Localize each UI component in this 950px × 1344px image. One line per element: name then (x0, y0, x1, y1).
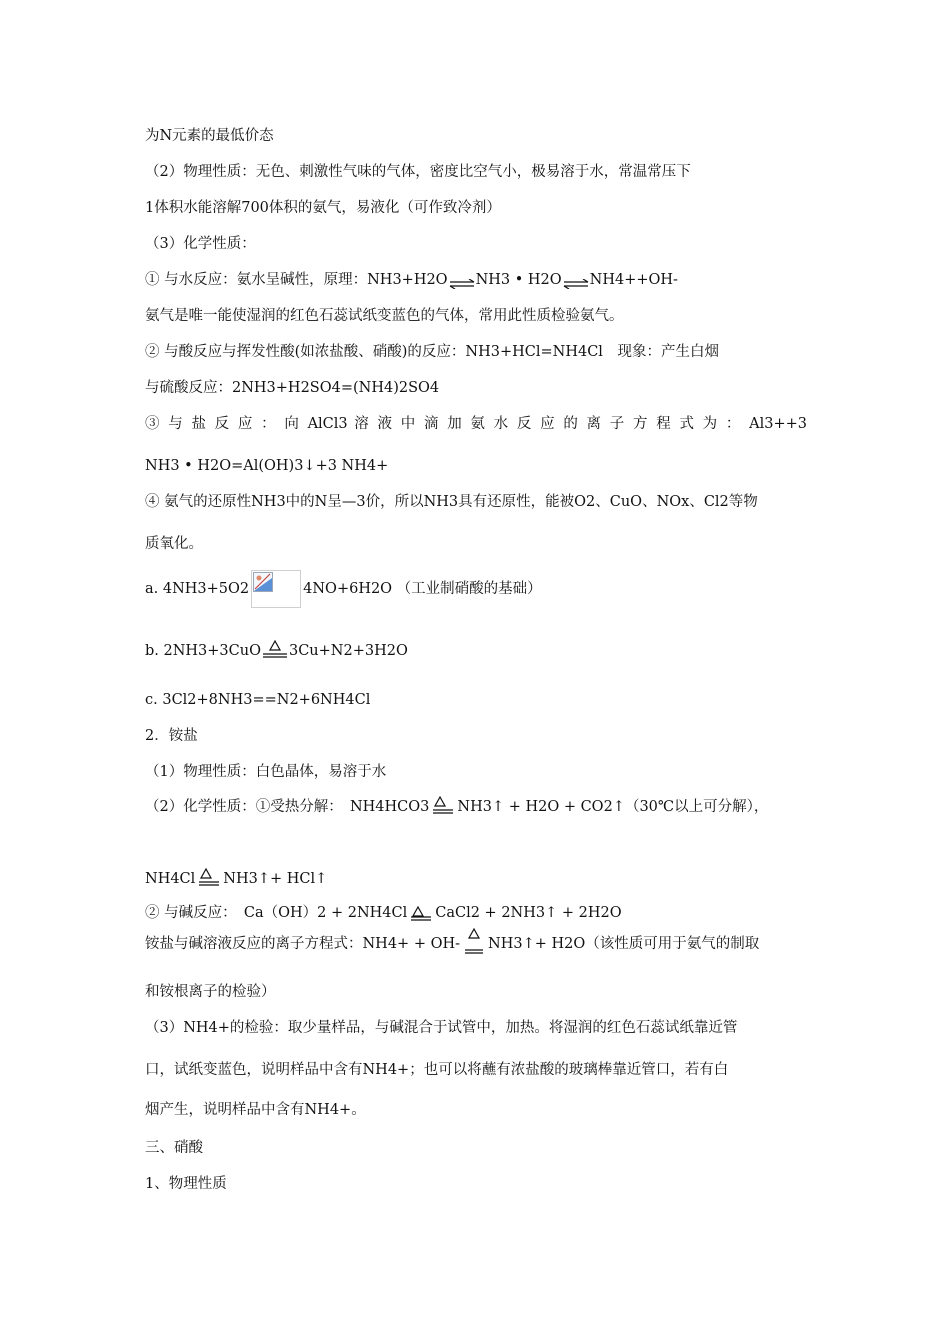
equation-line (145, 570, 542, 608)
equation-text: a. 4NH3+5O2 (145, 581, 250, 597)
equation-line (145, 928, 759, 960)
heat-condition-icon (408, 902, 434, 924)
equation-text: NH3↑ + H2O + CO2↑（30℃以上可分解）， (457, 799, 769, 815)
heat-condition-icon (196, 868, 222, 890)
text-line: （1）物理性质：白色晶体，易溶于水 (145, 764, 387, 780)
heat-condition-icon (262, 640, 288, 662)
equation-text: 3Cu+N2+3H2O (288, 643, 408, 659)
equation-text: CaCl2 + 2NH3↑ + 2H2O (435, 905, 622, 921)
equation-text: （2）化学性质：①受热分解： NH4HCO3 (145, 799, 430, 815)
equation-line (145, 796, 768, 818)
equation-line (145, 270, 678, 290)
equation-text: ② 与碱反应： Ca（OH）2 + 2NH4Cl (145, 905, 408, 921)
equation-text: NH4++OH- (589, 272, 678, 288)
section-heading: 2．铵盐 (145, 728, 198, 744)
text-line: 与硫酸反应：2NH3+H2SO4=(NH4)2SO4 (145, 380, 440, 396)
equation-text: 铵盐与碱溶液反应的离子方程式：NH4+ + OH- (145, 936, 461, 952)
equation-text: NH3 • H2O (475, 272, 562, 288)
equation-text: b. 2NH3+3CuO (145, 643, 261, 659)
equation-text: NH4Cl (145, 871, 196, 887)
text-line: ④ 氨气的还原性NH3中的N呈—3价，所以NH3具有还原性，能被O2、CuO、NOx、Cl2等物 (145, 494, 758, 510)
equation-text: NH3↑+ H2O（该性质可用于氨气的制取 (488, 936, 760, 952)
equation-text: 4NO+6H2O （工业制硝酸的基础） (303, 581, 542, 597)
section-heading: 三、硝酸 (145, 1140, 203, 1156)
text-line: 口，试纸变蓝色，说明样品中含有NH4+；也可以将蘸有浓盐酸的玻璃棒靠近管口，若有白 (145, 1062, 729, 1078)
text-line: 1体积水能溶解700体积的氨气，易液化（可作致冷剂） (145, 200, 501, 216)
text-line: 质氧化。 (145, 536, 203, 552)
reversible-arrow-icon (449, 275, 475, 285)
equation-text: NH3↑+ HCl↑ (223, 871, 328, 887)
section-heading: （3）化学性质： (145, 236, 256, 252)
text-line: ② 与酸反应与挥发性酸(如浓盐酸、硝酸)的反应：NH3+HCl=NH4Cl 现象：产生白烟 (145, 344, 719, 360)
text-line: NH3 • H2O=Al(OH)3↓+3 NH4+ (145, 458, 389, 474)
heat-condition-icon (430, 796, 456, 818)
equation-text: ① 与水反应：氨水呈碱性，原理：NH3+H2O (145, 272, 448, 288)
text-line: 烟产生，说明样品中含有NH4+。 (145, 1102, 366, 1118)
section-heading: 1、物理性质 (145, 1176, 227, 1192)
equation-line (145, 902, 622, 924)
text-line: c. 3Cl2+8NH3==N2+6NH4Cl (145, 692, 371, 708)
text-line: （2）物理性质：无色、刺激性气味的气体，密度比空气小，极易溶于水，常温常压下 (145, 164, 691, 180)
text-line: 氨气是唯一能使湿润的红色石蕊试纸变蓝色的气体，常用此性质检验氨气。 (145, 308, 624, 324)
text-line: 为N元素的最低价态 (145, 128, 274, 144)
text-line: （3）NH4+的检验：取少量样品，与碱混合于试管中，加热。将湿润的红色石蕊试纸靠近管 (145, 1020, 738, 1036)
reversible-arrow-icon (563, 275, 589, 285)
broken-image-icon (251, 570, 301, 608)
equation-line (145, 640, 408, 662)
equation-line (145, 868, 327, 890)
text-line: ③ 与 盐 反 应 ： 向 AlCl3 溶 液 中 滴 加 氨 水 反 应 的 离 子 方 程 式 为 ： Al3++3 (145, 416, 807, 432)
heat-condition-icon (461, 928, 487, 960)
text-line: 和铵根离子的检验） (145, 984, 276, 1000)
